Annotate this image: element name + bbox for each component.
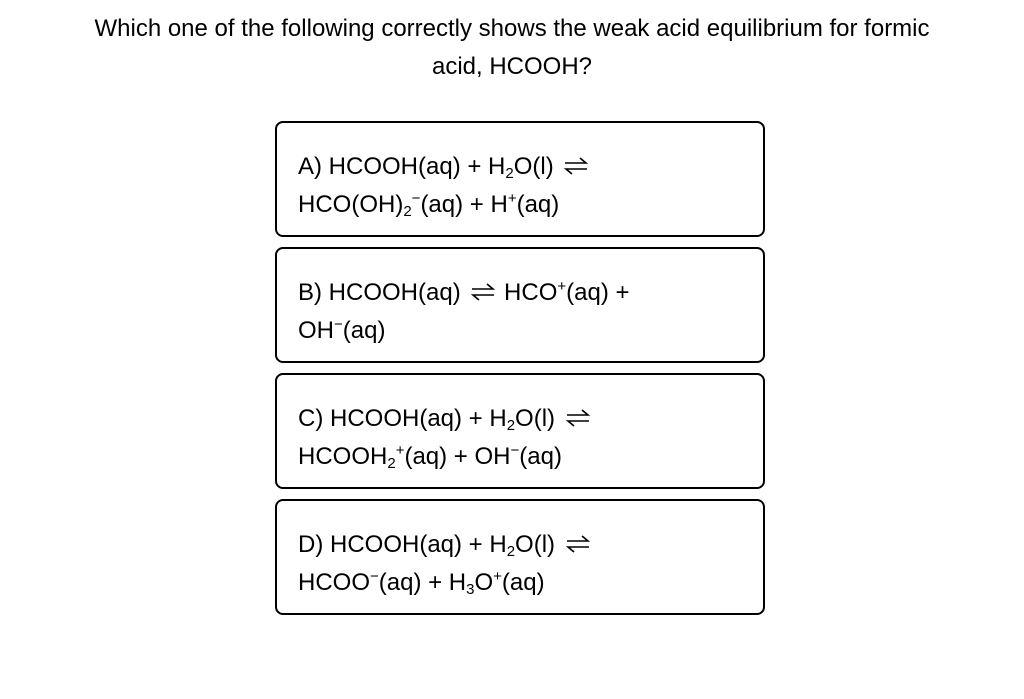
superscript: − xyxy=(411,190,421,207)
option-text: (aq) xyxy=(342,317,386,344)
equilibrium-arrows-icon xyxy=(565,534,591,554)
option-text: (aq) + OH xyxy=(404,443,511,470)
subscript: 2 xyxy=(506,417,516,434)
question-line-2: acid, HCOOH? xyxy=(431,53,593,80)
superscript: − xyxy=(510,442,520,459)
option-text: HCOOH xyxy=(298,443,388,470)
option-text: O(l) xyxy=(513,153,561,180)
option-text: (aq) xyxy=(501,569,545,596)
option-a-line-1 xyxy=(298,148,763,186)
option-text: (aq) + H xyxy=(378,569,467,596)
superscript: − xyxy=(334,316,343,333)
equilibrium-arrows-icon xyxy=(563,156,589,176)
option-text: (aq) + xyxy=(566,279,630,306)
superscript: + xyxy=(557,278,567,295)
option-text: (aq) xyxy=(516,191,560,218)
option-text: C) HCOOH(aq) + H xyxy=(298,405,507,432)
option-text: O(l) xyxy=(515,531,562,558)
option-c-line-2 xyxy=(298,438,763,476)
option-a-button[interactable] xyxy=(275,121,765,237)
option-a-line-2 xyxy=(298,186,763,224)
question-line-1: Which one of the following correctly shows the weak acid equilibrium for formic xyxy=(94,15,930,42)
option-text: B) HCOOH(aq) xyxy=(298,279,468,306)
option-text: A) HCOOH(aq) + H xyxy=(298,153,506,180)
option-text: (aq) + H xyxy=(420,191,508,218)
subscript: 2 xyxy=(506,543,516,560)
option-text: HCOO xyxy=(298,569,370,596)
subscript: 2 xyxy=(505,165,514,182)
question-text xyxy=(0,10,1024,86)
subscript: 2 xyxy=(387,455,396,472)
superscript: + xyxy=(507,190,517,207)
option-text: OH xyxy=(298,317,334,344)
option-b-line-2 xyxy=(298,312,763,350)
option-d-button[interactable] xyxy=(275,499,765,615)
answer-options xyxy=(275,121,765,625)
equilibrium-arrows-icon xyxy=(470,282,496,302)
superscript: − xyxy=(370,568,379,585)
option-text: O xyxy=(474,569,494,596)
equilibrium-arrows-icon xyxy=(565,408,591,428)
option-b-button[interactable] xyxy=(275,247,765,363)
subscript: 2 xyxy=(403,203,412,220)
subscript: 3 xyxy=(466,581,475,598)
option-d-line-2 xyxy=(298,564,763,602)
option-text: D) HCOOH(aq) + H xyxy=(298,531,507,558)
option-c-line-1 xyxy=(298,400,763,438)
option-text: HCO xyxy=(497,279,558,306)
option-text: (aq) xyxy=(519,443,562,470)
superscript: + xyxy=(395,442,405,459)
option-text: HCO(OH) xyxy=(298,191,404,218)
option-b-line-1 xyxy=(298,274,763,312)
option-text: O(l) xyxy=(515,405,562,432)
option-c-button[interactable] xyxy=(275,373,765,489)
superscript: + xyxy=(493,568,502,585)
option-d-line-1 xyxy=(298,526,763,564)
